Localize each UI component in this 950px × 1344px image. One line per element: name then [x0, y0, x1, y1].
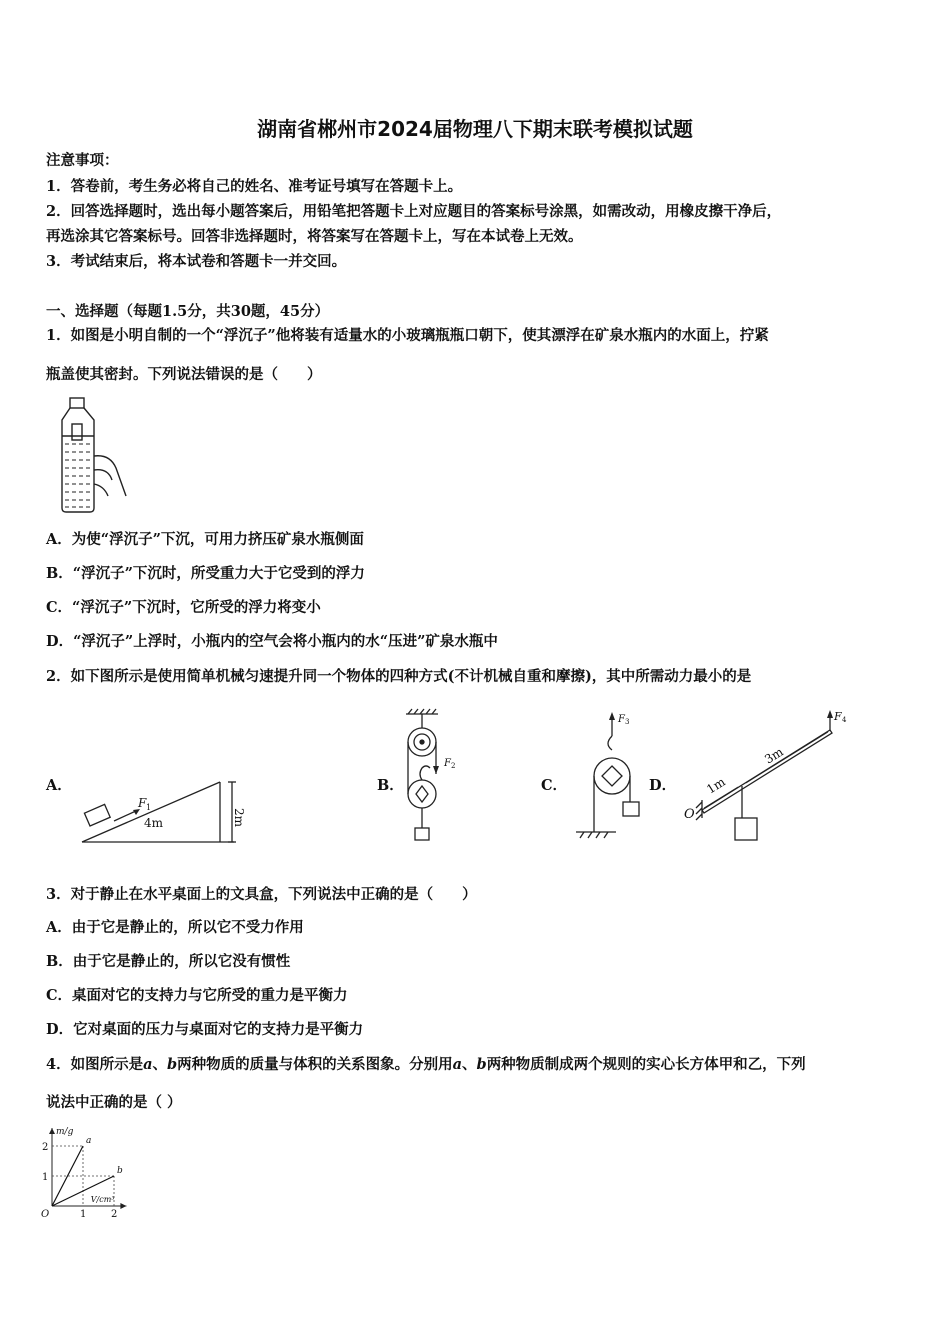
q1-bottle-figure: [50, 396, 134, 514]
pivot-label: O: [684, 807, 695, 822]
q4-sep: 、: [152, 1056, 167, 1073]
x-tick-label: 1: [80, 1209, 87, 1220]
q4-var-b: b: [476, 1056, 487, 1073]
q4-var-a: a: [143, 1056, 153, 1073]
q4-stem-end: 两种物质制成两个规则的实心长方体甲和乙，下列: [486, 1056, 806, 1073]
notice-item: 2．回答选择题时，选出每小题答案后，用铅笔把答题卡上对应题目的答案标号涂黑，如需改动，用橡皮擦干净后，: [46, 203, 782, 220]
force-label: F: [834, 710, 842, 723]
q3-option-b: B．由于它是静止的，所以它没有惯性: [46, 953, 291, 970]
q2-label-d: D．: [649, 777, 677, 794]
force-subscript: 1: [146, 803, 152, 812]
q2-label-a: A．: [46, 777, 72, 794]
x-axis-arrow: [120, 1203, 126, 1209]
q2-label-c: C．: [541, 777, 568, 794]
section-heading: 一、选择题（每题1.5分，共30题，45分）: [46, 303, 330, 320]
q2-figure-b-pulleys: [398, 708, 468, 848]
force-label: F: [444, 758, 451, 769]
q4-sep: 、: [462, 1056, 477, 1073]
series-label-a: a: [86, 1136, 92, 1146]
q4-stem: 说法中正确的是（ ）: [46, 1094, 182, 1111]
x-axis-label: V/cm³: [90, 1195, 115, 1204]
q2-figure-a-incline: [78, 780, 248, 848]
q3-option-d: D．它对桌面的压力与桌面对它的支持力是平衡力: [46, 1021, 364, 1038]
q1-stem: 瓶盖使其密封。下列说法错误的是（ ）: [46, 366, 322, 383]
q1-option-c: C．“浮沉子”下沉时，它所受的浮力将变小: [46, 599, 321, 616]
q2-figure-d-lever: [680, 704, 860, 846]
notice-item: 再选涂其它答案标号。回答非选择题时，将答案写在答题卡上，写在本试卷上无效。: [46, 228, 583, 245]
force-subscript: 3: [625, 718, 630, 726]
x-tick-label: 2: [111, 1209, 118, 1220]
q1-option-b: B．“浮沉子”下沉时，所受重力大于它受到的浮力: [46, 565, 365, 582]
long-arm-label: 3m: [762, 744, 786, 767]
force-subscript: 2: [451, 762, 456, 770]
q4-var-a: a: [452, 1056, 463, 1073]
short-arm-label: 1m: [704, 774, 728, 797]
q2-figure-c-pulley: [570, 706, 650, 846]
q1-option-d: D．“浮沉子”上浮时，小瓶内的空气会将小瓶内的水“压进”矿泉水瓶中: [46, 633, 498, 650]
q4-var-b: b: [167, 1056, 178, 1073]
height-label: 2m: [232, 808, 246, 828]
y-tick-label: 1: [42, 1172, 49, 1183]
y-axis-label: m/g: [56, 1127, 74, 1137]
slope-length-label: 4m: [144, 816, 164, 830]
notice-item: 1．答卷前，考生务必将自己的姓名、准考证号填写在答题卡上。: [46, 178, 463, 195]
force-label: F: [618, 714, 625, 725]
q2-stem: 2．如下图所示是使用简单机械匀速提升同一个物体的四种方式(不计机械自重和摩擦)，其中所需动力最小的是: [46, 668, 752, 685]
force-subscript: 4: [842, 716, 847, 724]
q3-option-c: C．桌面对它的支持力与它所受的重力是平衡力: [46, 987, 348, 1004]
q3-option-a: A．由于它是静止的，所以它不受力作用: [46, 919, 304, 936]
page-title: 湖南省郴州市2024届物理八下期末联考模拟试题: [257, 117, 693, 141]
mass-volume-chart: [36, 1118, 156, 1222]
y-tick-label: 2: [42, 1142, 49, 1153]
series-label-b: b: [117, 1166, 123, 1176]
notice-item: 3．考试结束后，将本试卷和答题卡一并交回。: [46, 253, 347, 270]
q1-stem: 1．如图是小明自制的一个“浮沉子”他将装有适量水的小玻璃瓶瓶口朝下，使其漂浮在矿泉水瓶内的水面上，拧紧: [46, 327, 769, 344]
q4-stem-pre: 4．如图所示是: [46, 1056, 144, 1073]
force-label: F: [138, 796, 147, 810]
q3-stem: 3．对于静止在水平桌面上的文具盒，下列说法中正确的是（ ）: [46, 886, 477, 903]
y-axis-arrow: [49, 1128, 55, 1134]
q1-option-a: A．为使“浮沉子”下沉，可用力挤压矿泉水瓶侧面: [46, 531, 364, 548]
q4-stem-mid: 两种物质的质量与体积的关系图象。分别用: [177, 1056, 453, 1073]
notice-heading: 注意事项：: [46, 152, 119, 169]
q4-stem: [46, 1056, 806, 1074]
q2-label-b: B．: [377, 777, 404, 794]
origin-label: O: [41, 1209, 50, 1220]
